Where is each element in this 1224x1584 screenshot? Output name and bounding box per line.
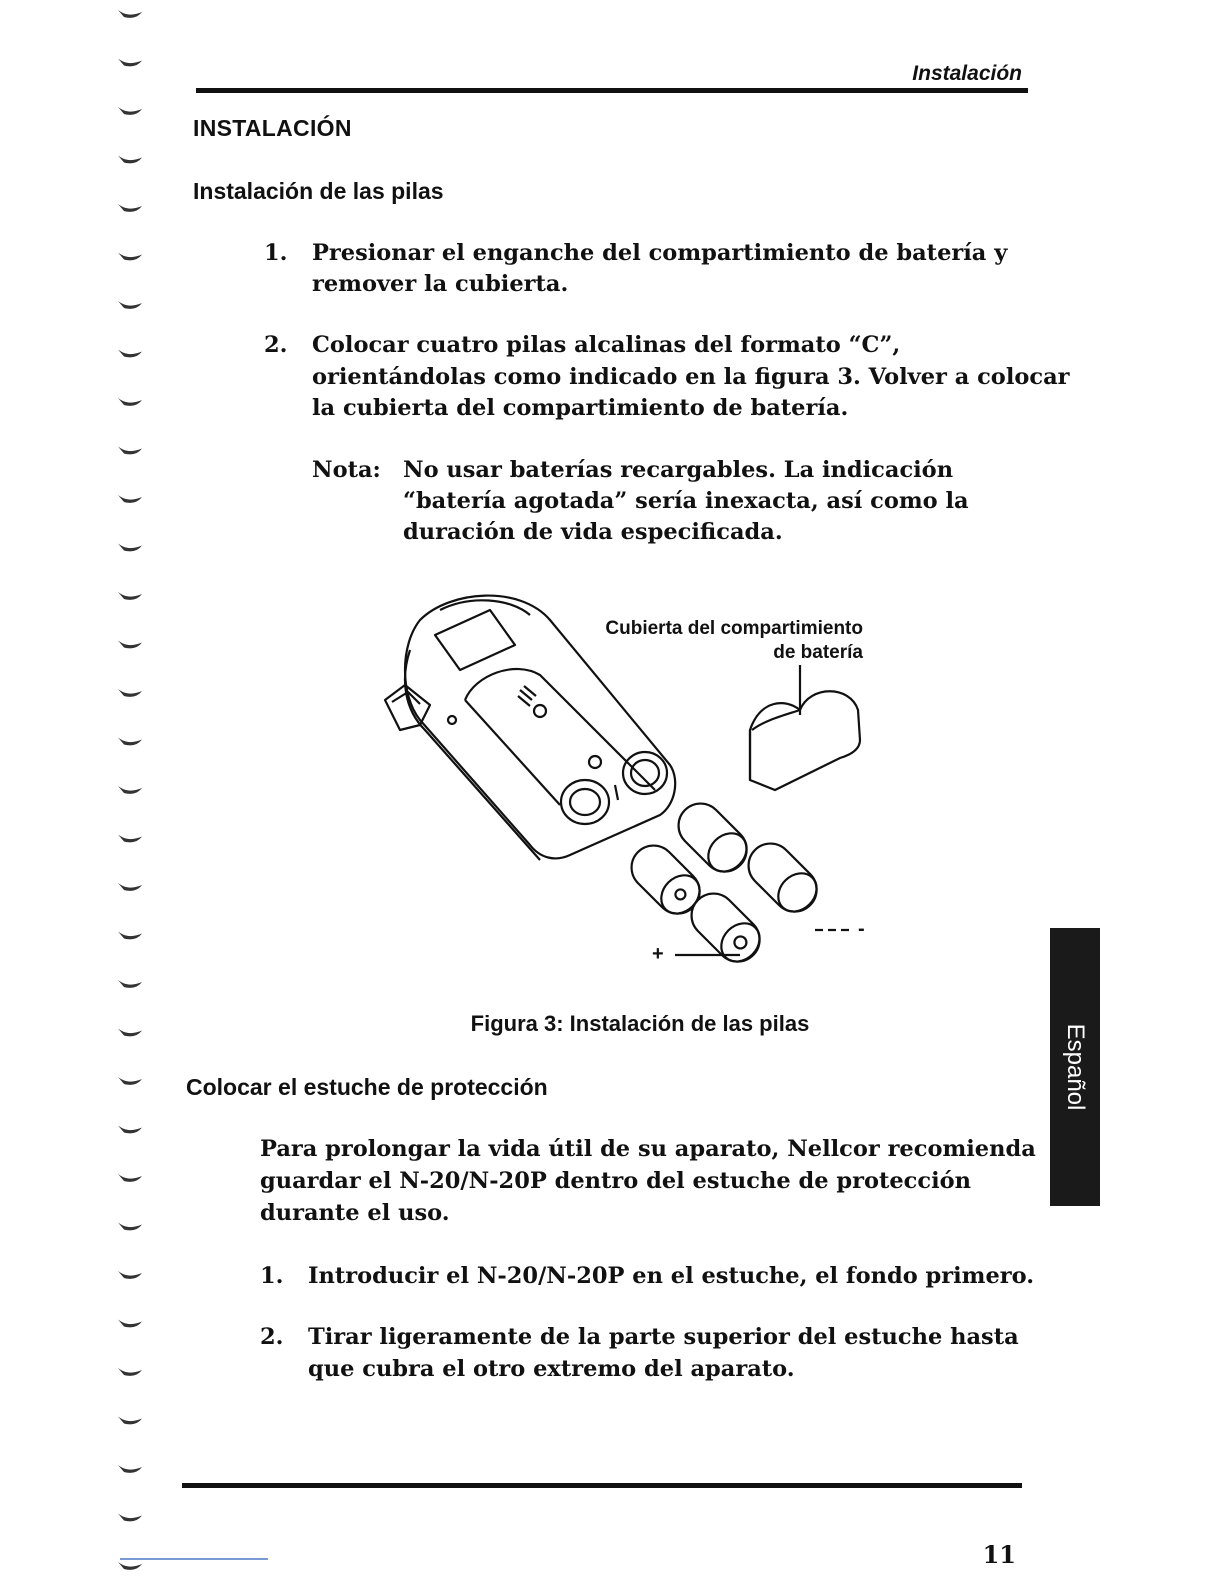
spiral-binding: [112, 0, 152, 1584]
cover-label-line2: de batería: [773, 642, 863, 663]
binding-mark: [118, 59, 142, 67]
binding-mark: [118, 980, 142, 988]
note-line3: duración de vida especificada.: [403, 519, 783, 545]
battery-heading: Instalación de las pilas: [193, 178, 444, 204]
binding-mark: [118, 1029, 142, 1037]
binding-mark: [118, 883, 142, 891]
case-step1-line1: Introducir el N-20/N-20P en el estuche, el fondo primero.: [308, 1263, 1035, 1289]
battery-step1-number: 1.: [264, 240, 288, 266]
case-step1-number: 1.: [260, 1263, 284, 1289]
binding-mark: [118, 447, 142, 455]
page-number: 11: [982, 1540, 1016, 1569]
battery-step2-line3: la cubierta del compartimiento de batería.: [312, 395, 849, 421]
binding-mark: [118, 689, 142, 697]
battery-step1-line2: remover la cubierta.: [312, 271, 569, 297]
scan-mark: [120, 1558, 268, 1560]
note-label: Nota:: [312, 457, 381, 483]
footer-rule: [182, 1483, 1022, 1488]
binding-mark: [118, 1174, 142, 1182]
header-rule: [196, 88, 1028, 93]
binding-mark: [118, 641, 142, 649]
binding-mark: [118, 1562, 142, 1570]
binding-mark: [118, 1223, 142, 1231]
binding-mark: [118, 738, 142, 746]
binding-mark: [118, 301, 142, 309]
case-intro-line1: Para prolongar la vida útil de su aparato, Nellcor recomienda: [260, 1136, 1036, 1162]
binding-mark: [118, 1514, 142, 1522]
binding-mark: [118, 1271, 142, 1279]
binding-mark: [118, 1077, 142, 1085]
binding-mark: [118, 253, 142, 261]
case-step2-line2: que cubra el otro extremo del aparato.: [308, 1356, 795, 1382]
language-tab-label: Español: [1062, 1023, 1089, 1111]
binding-mark: [118, 1368, 142, 1376]
battery-cover: [750, 691, 860, 790]
case-step2-line1: Tirar ligeramente de la parte superior del estuche hasta: [308, 1324, 1019, 1350]
figure-caption: Figura 3: Instalación de las pilas: [470, 1011, 810, 1036]
cover-label-line1: Cubierta del compartimiento: [605, 618, 863, 639]
battery-step1-line1: Presionar el enganche del compartimiento de batería y: [312, 240, 1008, 266]
battery-step2-line1: Colocar cuatro pilas alcalinas del formato “C”,: [312, 332, 901, 358]
binding-mark: [118, 350, 142, 358]
case-intro-line2: guardar el N-20/N-20P dentro del estuche de protección: [260, 1168, 971, 1194]
case-step2-number: 2.: [260, 1324, 284, 1350]
binding-mark: [118, 592, 142, 600]
binding-mark: [118, 495, 142, 503]
binding-mark: [118, 786, 142, 794]
battery-installation-figure: [380, 590, 900, 980]
note-line1: No usar baterías recargables. La indicación: [403, 457, 954, 483]
binding-mark: [118, 156, 142, 164]
binding-mark: [118, 398, 142, 406]
binding-mark: [118, 10, 142, 18]
case-heading: Colocar el estuche de protección: [186, 1074, 548, 1100]
battery-step2-number: 2.: [264, 332, 288, 358]
binding-mark: [118, 1417, 142, 1425]
language-tab: [1050, 928, 1100, 1206]
binding-mark: [118, 835, 142, 843]
binding-mark: [118, 204, 142, 212]
note-line2: “batería agotada” sería inexacta, así como la: [403, 488, 969, 514]
binding-mark: [118, 1320, 142, 1328]
battery-step2-line2: orientándolas como indicado en la figura 3. Volver a colocar: [312, 364, 1070, 390]
binding-mark: [118, 1126, 142, 1134]
case-intro-line3: durante el uso.: [260, 1200, 450, 1226]
binding-mark: [118, 1465, 142, 1473]
binding-mark: [118, 932, 142, 940]
binding-mark: [118, 544, 142, 552]
running-header: Instalación: [912, 62, 1022, 85]
section-title: INSTALACIÓN: [193, 115, 352, 141]
minus-label: -: [858, 918, 865, 940]
binding-mark: [118, 107, 142, 115]
plus-label: +: [652, 943, 664, 965]
